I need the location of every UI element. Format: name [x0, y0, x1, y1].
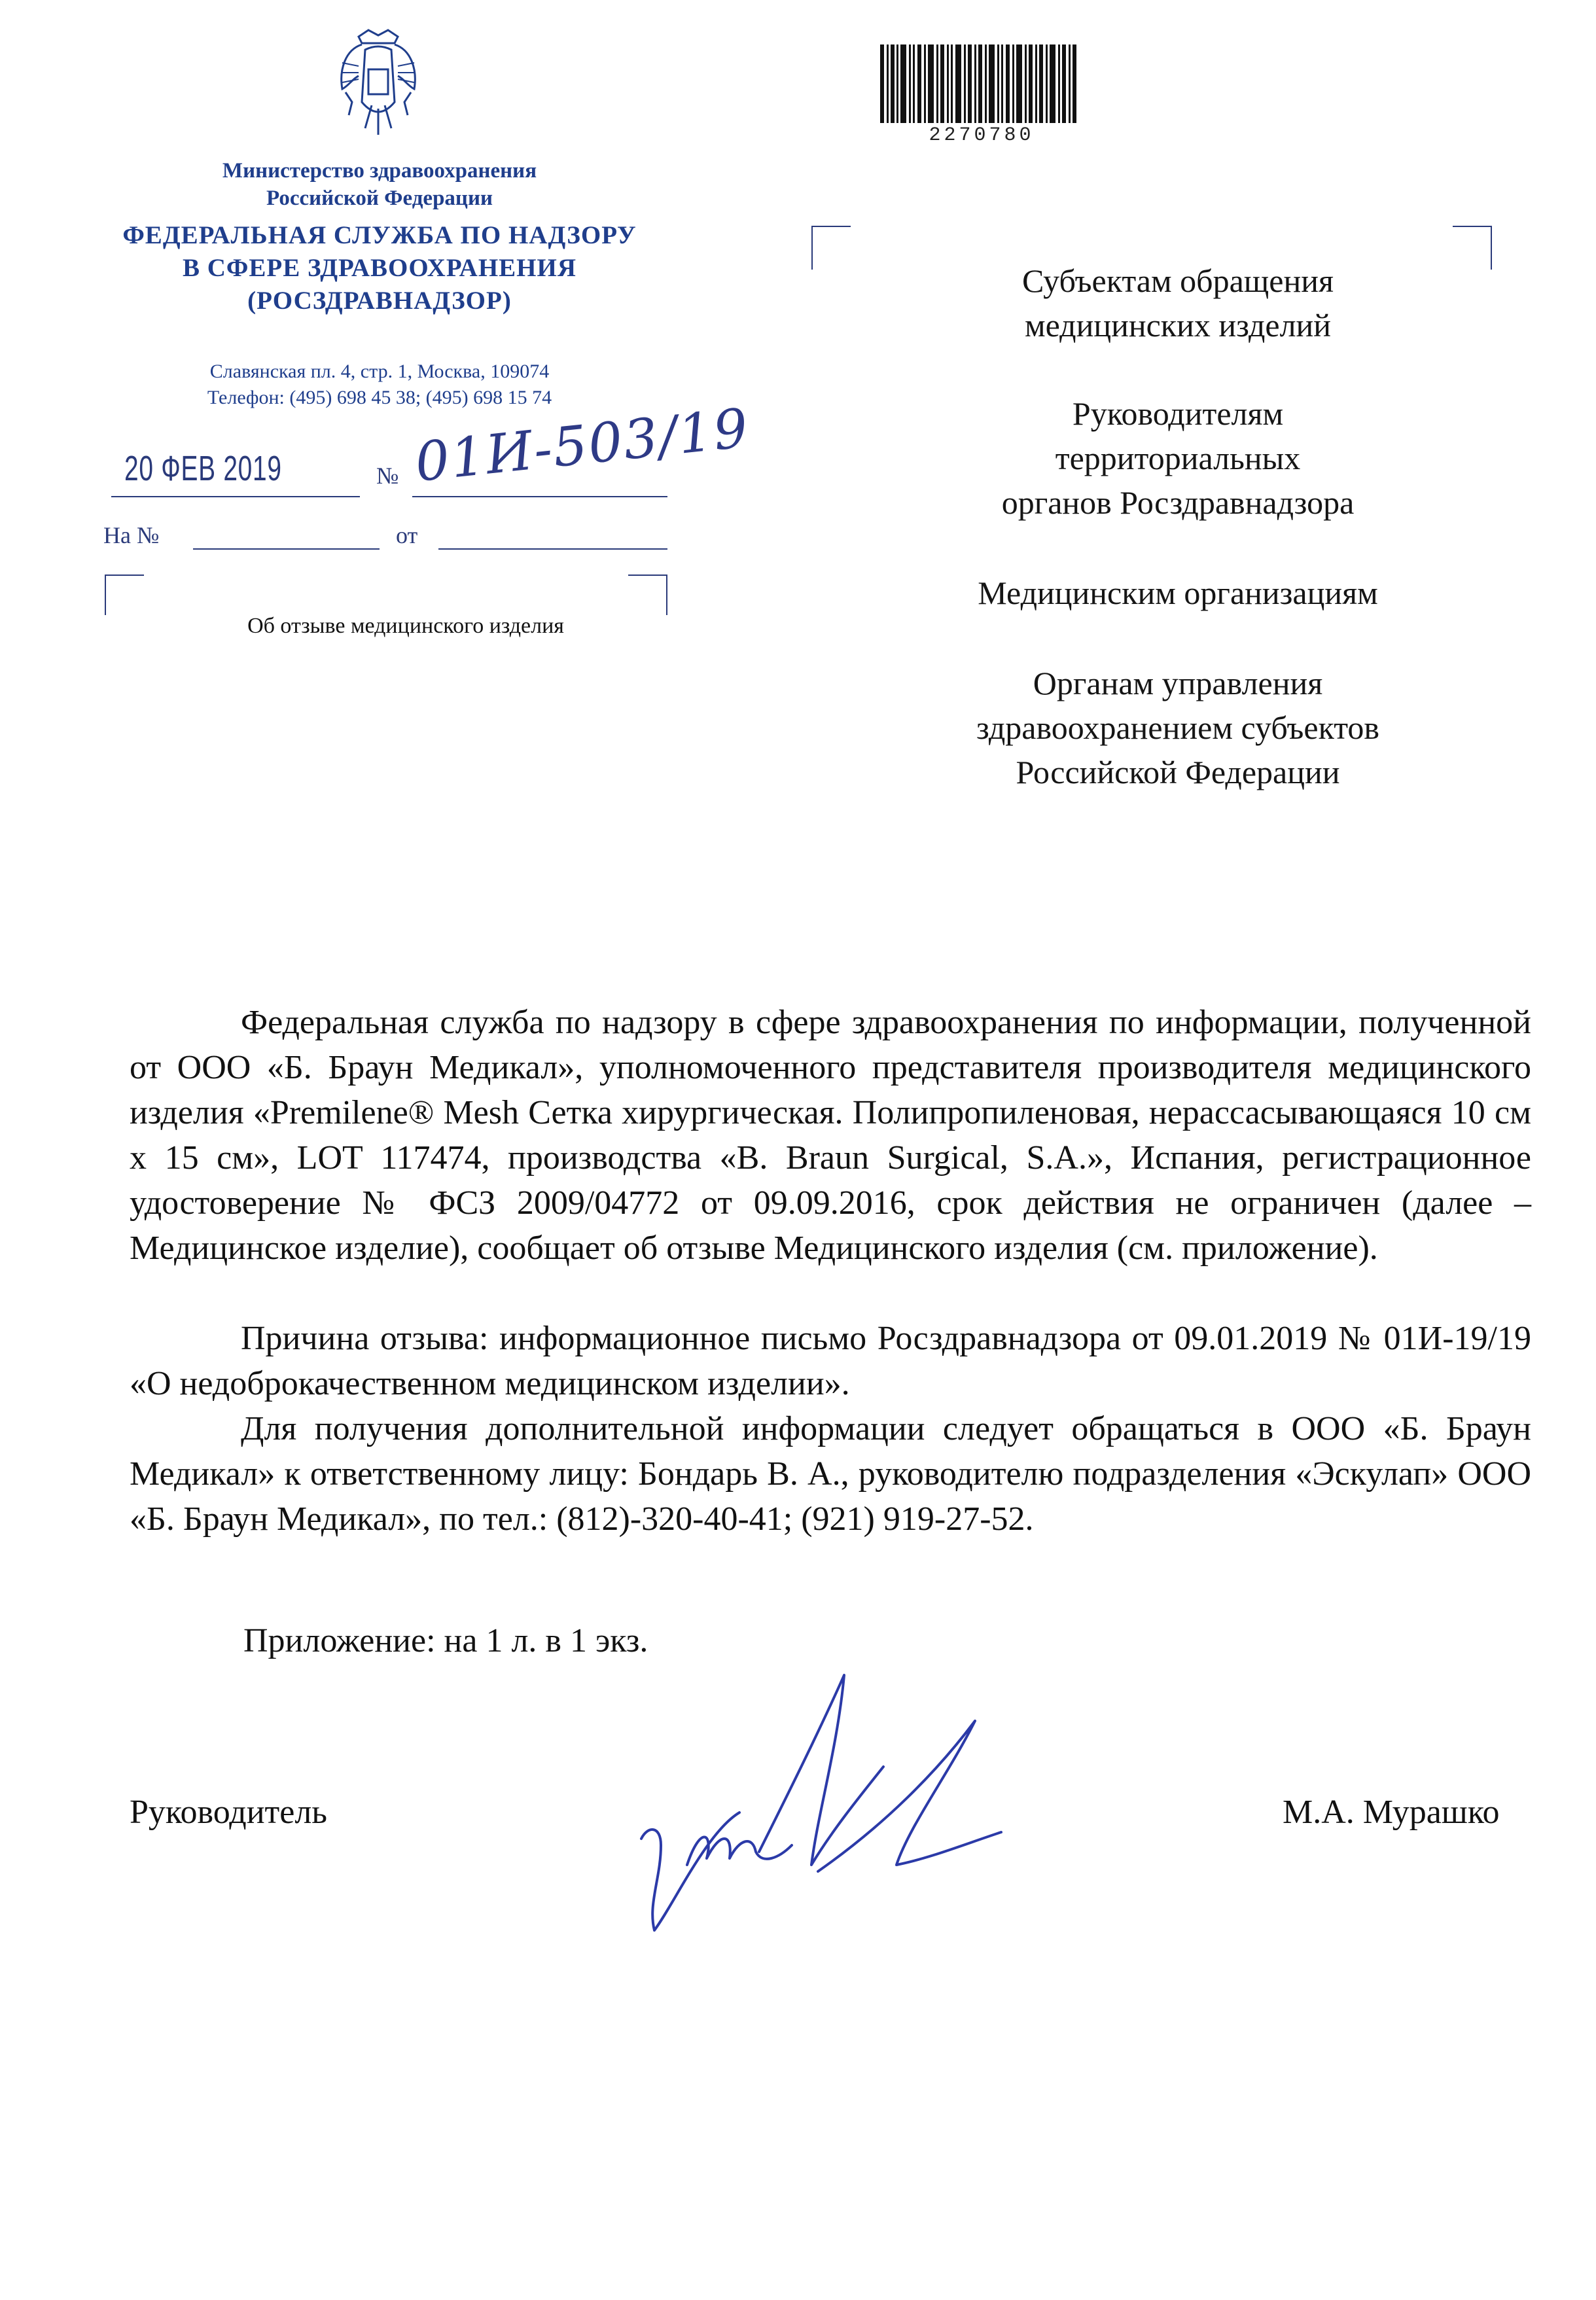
recipient-line: Медицинским организациям: [978, 575, 1378, 611]
recipient-line: медицинских изделий: [1024, 307, 1332, 344]
recipient-line: территориальных: [1055, 440, 1301, 476]
body-paragraph-1: Федеральная служба по надзору в сфере здравоохранения по информации, полученной от ООО «Б. Браун Медикал», уполномоченного представителя производителя медицинского изделия «Premilene® Mesh Сетка хирургическая. Полипропиленовая, нерассасывающаяся 10 см х 15 см», LOT 117474, производства «B. Braun Surgical, S.A.», Испания, регистрационное удостоверение № ФСЗ 2009/04772 от 09.09.2016, срок действия не ограничен (далее – Медицинское изделие), сообщает об отзыве Медицинского изделия (см. приложение).: [130, 1004, 1531, 1267]
subject-corner-left: [105, 575, 144, 615]
number-underline: [412, 496, 667, 497]
recipient-block-3: [877, 571, 1479, 615]
recipient-line: Органам управления: [1033, 665, 1323, 701]
recipient-block-1: [877, 258, 1479, 347]
reply-to-label: На №: [103, 522, 160, 548]
service-line-3: (РОСЗДРАВНАДЗОР): [247, 287, 512, 315]
recipient-line: Субъектам обращения: [1022, 262, 1334, 299]
ministry-line-1: Министерство здравоохранения: [222, 159, 537, 183]
recipient-block-4: [877, 661, 1479, 794]
address-line: Славянская пл. 4, стр. 1, Москва, 109074: [209, 361, 550, 382]
body-paragraph-2: Причина отзыва: информационное письмо Росздравнадзора от 09.01.2019 № 01И-19/19 «О недоброкачественном медицинском изделии».: [130, 1320, 1531, 1402]
from-label: от: [396, 522, 418, 548]
recipient-corner-left: [811, 226, 851, 270]
recipient-line: Руководителям: [1072, 395, 1284, 432]
service-line-1: ФЕДЕРАЛЬНАЯ СЛУЖБА ПО НАДЗОРУ: [122, 221, 637, 249]
recipient-line: здравоохранением субъектов: [976, 709, 1380, 746]
service-line-2: В СФЕРЕ ЗДРАВООХРАНЕНИЯ: [182, 254, 577, 282]
phone-line: Телефон: (495) 698 45 38; (495) 698 15 74: [207, 387, 552, 408]
letter-subject: Об отзыве медицинского изделия: [247, 614, 564, 638]
signature: [622, 1669, 1027, 1943]
subject-corner-right: [628, 575, 667, 615]
barcode-number: 2270780: [929, 124, 1035, 147]
signer-name: М.А. Мурашко: [1283, 1794, 1500, 1831]
registration-date-stamp: 20 ФЕВ 2019: [124, 449, 282, 488]
date-underline: [111, 496, 360, 497]
ministry-name: [118, 157, 641, 212]
registration-number: 01И-503/19: [412, 397, 753, 494]
recipient-line: Российской Федерации: [1016, 754, 1340, 790]
coat-of-arms-icon: [332, 24, 424, 145]
body-paragraph-3: Для получения дополнительной информации следует обращаться в ООО «Б. Браун Медикал» к ответственному лицу: Бондарь В. А., руководителю подразделения «Эскулап» ООО «Б. Браун Медикал», по тел.: (812)-320-40-41; (921) 919-27-52.: [130, 1410, 1531, 1538]
from-underline: [438, 548, 667, 550]
attachment-note: Приложение: на 1 л. в 1 экз.: [243, 1622, 648, 1659]
recipient-block-2: [877, 391, 1479, 525]
barcode: [880, 44, 1076, 123]
signer-title: Руководитель: [130, 1794, 327, 1831]
number-sign: №: [376, 463, 399, 489]
letterhead-address: [131, 359, 628, 411]
ministry-line-2: Российской Федерации: [266, 186, 493, 210]
reply-to-underline: [193, 548, 380, 550]
recipient-line: органов Росздравнадзора: [1001, 484, 1355, 521]
service-name: [92, 219, 667, 317]
